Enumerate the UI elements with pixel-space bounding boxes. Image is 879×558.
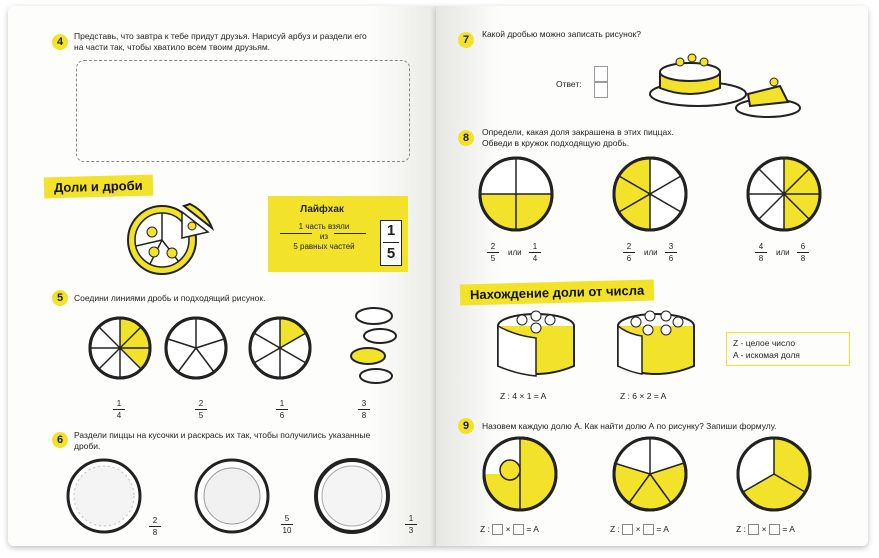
- task8-option-b1[interactable]: 1 4: [526, 242, 544, 263]
- variables-note: [726, 332, 850, 366]
- lifehack-frac-num: 1: [386, 222, 396, 239]
- task9-formula-1: [480, 524, 539, 535]
- cake-sixths-illustration: [612, 306, 702, 384]
- pizza-slice-illustration: [124, 198, 224, 288]
- formula-3-times: ×: [761, 524, 767, 534]
- formula-3-box-b[interactable]: [769, 524, 780, 535]
- pizza-task8-b: [612, 154, 692, 234]
- task-8-text-line1: Определи, какая доля закрашена в этих пиццах.: [482, 127, 674, 137]
- task-7-answer-label: Ответ:: [556, 79, 582, 89]
- task5-fraction-4[interactable]: 3 8: [355, 399, 373, 420]
- task8-option-a2[interactable]: 2 6: [620, 242, 638, 263]
- cake-formula-1: Z : 4 × 1 = A: [500, 391, 547, 401]
- formula-3-box-a[interactable]: [748, 524, 759, 535]
- task6-fraction-1: 2 8: [146, 516, 164, 537]
- task6-fraction-3: 1 3: [402, 514, 420, 535]
- formula-1-box-a[interactable]: [492, 524, 503, 535]
- formula-1-box-b[interactable]: [513, 524, 524, 535]
- task-7-text: Какой дробью можно записать рисунок?: [482, 29, 642, 39]
- task-6-text: [74, 430, 424, 452]
- task8-option-a3[interactable]: 4 8: [752, 242, 770, 263]
- task-7-number: 7: [458, 32, 474, 48]
- pizza-task6-b[interactable]: [194, 456, 274, 536]
- pizza-task5-c[interactable]: [248, 312, 318, 382]
- task9-formula-2: [610, 524, 669, 535]
- lifehack-title: Лайфхак: [300, 204, 344, 215]
- lifehack-box: [268, 196, 408, 272]
- pizza-task5-b[interactable]: [164, 312, 234, 382]
- task5-fraction-2[interactable]: 2 5: [192, 399, 210, 420]
- task8-option-a1[interactable]: 2 5: [484, 242, 502, 263]
- task-8-number: 8: [458, 130, 474, 146]
- task5-fraction-1[interactable]: 1 4: [110, 399, 128, 420]
- lifehack-line2: из: [319, 232, 329, 241]
- formula-3-end: = A: [782, 524, 795, 534]
- task8-option-b3[interactable]: 6 8: [794, 242, 812, 263]
- pizza-task9-a: [482, 434, 562, 514]
- task-4-text: [74, 31, 424, 53]
- task-9-number: 9: [458, 418, 474, 434]
- formula-1-end: = A: [526, 524, 539, 534]
- task-8-text: [482, 127, 674, 149]
- task-5-text: Соедини линиями дробь и подходящий рисунок.: [74, 293, 266, 303]
- drawing-area[interactable]: [76, 60, 410, 162]
- task-4-number: 4: [52, 34, 68, 50]
- formula-1-times: ×: [505, 524, 511, 534]
- formula-2-box-b[interactable]: [643, 524, 654, 535]
- pizza-task8-a: [478, 154, 558, 234]
- task-9-text: Назовем каждую долю А. Как найти долю А по рисунку? Запиши формулу.: [482, 421, 777, 431]
- task9-formula-3: [736, 524, 795, 535]
- pizza-task9-b: [612, 434, 692, 514]
- lifehack-arrow-right: [334, 233, 366, 234]
- formula-3-start: Z :: [736, 524, 746, 534]
- section-title-fraction-of-number: Нахождение доли от числа: [460, 279, 655, 305]
- pizza-task9-c: [736, 434, 816, 514]
- lifehack-explanation: [272, 222, 376, 252]
- pizza-task6-a[interactable]: [66, 456, 146, 536]
- task-6-text-line2: дроби.: [74, 441, 101, 451]
- task-6-number: 6: [52, 432, 68, 448]
- task6-fraction-2: 5 10: [282, 514, 292, 535]
- task-7-answer-numerator[interactable]: [594, 66, 608, 82]
- lifehack-fraction: [380, 220, 402, 266]
- lifehack-line3: 5 равных частей: [293, 242, 355, 251]
- formula-2-box-a[interactable]: [622, 524, 633, 535]
- task8-or-1: или: [508, 248, 522, 257]
- cake-slices-illustration: [650, 42, 800, 122]
- task5-fraction-3[interactable]: 1 6: [273, 399, 291, 420]
- task-8-text-line2: Обведи в кружок подходящую дробь.: [482, 138, 630, 148]
- task-4-text-line2: на части так, чтобы хватило всем твоим друзьям.: [74, 42, 271, 52]
- formula-2-start: Z :: [610, 524, 620, 534]
- pizza-task6-c[interactable]: [314, 456, 394, 536]
- right-page: [436, 6, 868, 546]
- task-5-number: 5: [52, 290, 68, 306]
- note-line2: A - искомая доля: [733, 350, 800, 360]
- pizza-task8-c: [746, 154, 826, 234]
- formula-2-times: ×: [635, 524, 641, 534]
- task8-option-b2[interactable]: 3 6: [662, 242, 680, 263]
- cake-formula-2: Z : 6 × 2 = A: [620, 391, 667, 401]
- left-page: [8, 6, 436, 546]
- lifehack-arrow-left: [280, 233, 312, 234]
- formula-2-end: = A: [656, 524, 669, 534]
- task8-or-3: или: [776, 248, 790, 257]
- task8-or-2: или: [644, 248, 658, 257]
- task-4-text-line1: Представь, что завтра к тебе придут друзья. Нарисуй арбуз и раздели его: [74, 31, 367, 41]
- task-6-text-line1: Раздели пиццы на кусочки и раскрась их так, чтобы получились указанные: [74, 430, 371, 440]
- pizza-task5-a[interactable]: [88, 312, 158, 382]
- section-title-fractions: Доли и дроби: [44, 175, 153, 199]
- formula-1-start: Z :: [480, 524, 490, 534]
- note-line1: Z - целое число: [733, 338, 796, 348]
- cake-quarters-illustration: [492, 306, 582, 384]
- lifehack-frac-den: 5: [386, 245, 396, 262]
- task-7-answer-denominator[interactable]: [594, 82, 608, 98]
- lifehack-line1: 1 часть взяли: [298, 222, 350, 231]
- watermelon-slices-illustration: [346, 306, 406, 386]
